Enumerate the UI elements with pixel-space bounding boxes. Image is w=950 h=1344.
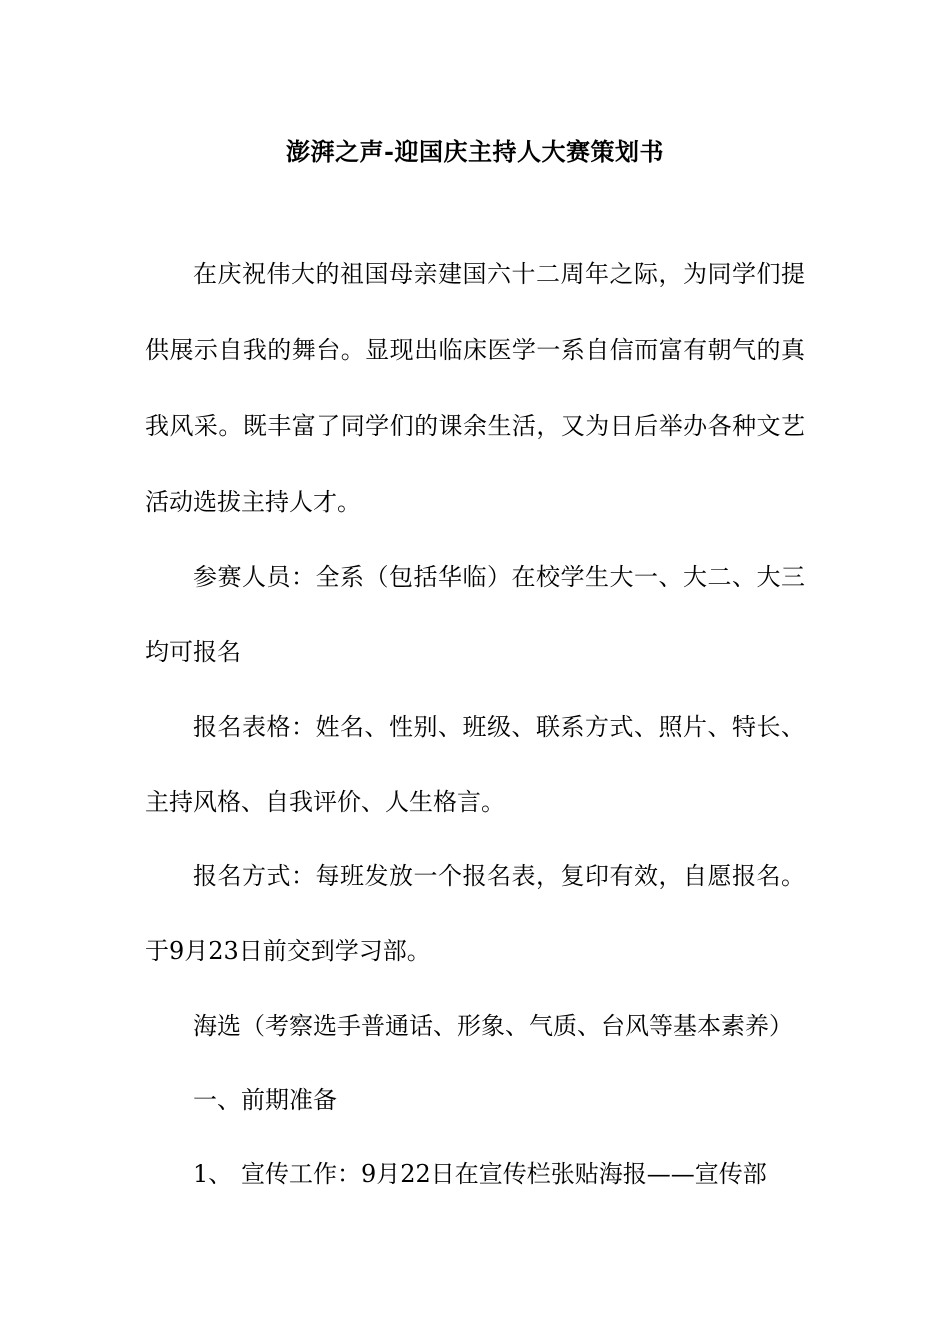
intro-line-2: 供展示自我的舞台。显现出临床医学一系自信而富有朝气的真 [145, 336, 805, 364]
form-line-1: 报名表格：姓名、性别、班级、联系方式、照片、特长、 [193, 713, 805, 741]
audition-line: 海选（考察选手普通话、形象、气质、台风等基本素养） [193, 1012, 793, 1040]
intro-line-3: 我风采。既丰富了同学们的课余生活，又为日后举办各种文艺 [145, 412, 805, 440]
intro-line-1: 在庆祝伟大的祖国母亲建国六十二周年之际，为同学们提 [193, 260, 805, 288]
list-item-1 [193, 1158, 805, 1190]
intro-line-4: 活动选拔主持人才。 [145, 488, 361, 516]
method-line-2: 于9月23日前交到学习部。 [145, 937, 431, 965]
participants-line-1: 参赛人员：全系（包括华临）在校学生大一、大二、大三 [193, 563, 805, 591]
section-one-heading: 一、前期准备 [193, 1086, 337, 1114]
form-line-2: 主持风格、自我评价、人生格言。 [145, 788, 505, 816]
document-title: 澎湃之声-迎国庆主持人大赛策划书 [286, 137, 664, 166]
list-item-number: 1、 [193, 1160, 233, 1188]
method-line-1: 报名方式：每班发放一个报名表，复印有效，自愿报名。 [193, 862, 805, 890]
list-item-text: 宣传工作：9月22日在宣传栏张贴海报——宣传部 [241, 1160, 767, 1188]
participants-line-2: 均可报名 [145, 638, 241, 666]
